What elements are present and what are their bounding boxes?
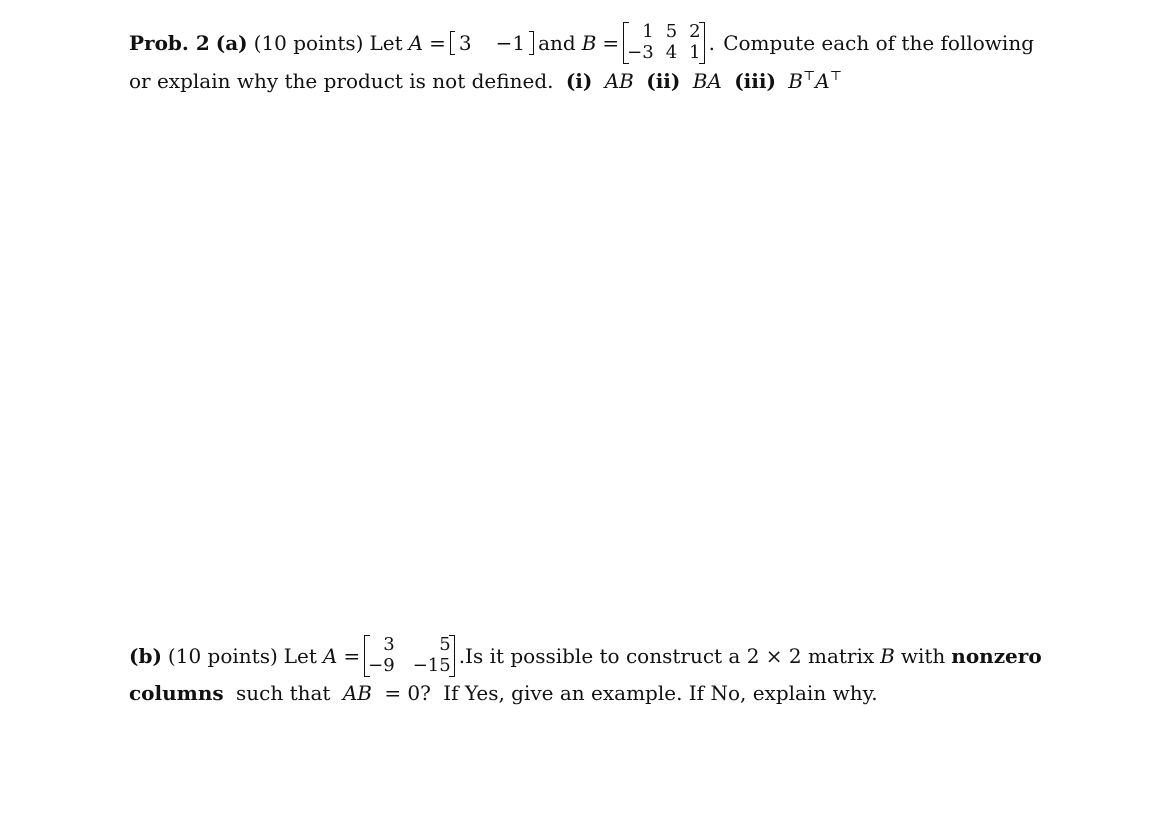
problem-2a-line-2 bbox=[129, 71, 842, 91]
problem-number: Prob. 2 bbox=[129, 31, 210, 55]
item-ii-label: (ii) bbox=[646, 69, 681, 93]
part-b-label: (b) bbox=[129, 644, 162, 668]
transpose-symbol: ⊤ bbox=[829, 69, 842, 84]
matrix-B-entry: 1 bbox=[642, 21, 654, 43]
part-a-period: . bbox=[708, 31, 715, 55]
problem-2a-lead bbox=[129, 22, 715, 64]
part-a-instruction-cont: or explain why the product is not defined. bbox=[129, 69, 554, 93]
item-iii-A: A bbox=[815, 69, 830, 93]
part-a-label: (a) bbox=[215, 31, 248, 55]
part-a-points: (10 points) bbox=[253, 31, 364, 55]
matrix-B-entry: 1 bbox=[689, 42, 701, 63]
item-iii-B: B bbox=[788, 69, 803, 93]
part-b-eq-zero: = 0? bbox=[384, 681, 431, 705]
matrix-A2-entry: 5 bbox=[439, 634, 451, 656]
part-a-var-A: A bbox=[408, 31, 424, 55]
item-iii-label: (iii) bbox=[734, 69, 776, 93]
matrix-A2-entry: −15 bbox=[412, 655, 451, 676]
matrix-B-entry: 2 bbox=[689, 21, 701, 43]
problem-2b-line-1 bbox=[129, 628, 1042, 684]
matrix-A2-entry: −9 bbox=[368, 655, 395, 676]
item-ii-expr: BA bbox=[692, 69, 722, 93]
part-b-question-start: Is it possible to construct a 2 × 2 matrix bbox=[465, 644, 875, 668]
problem-2a-line-1 bbox=[129, 18, 1034, 68]
matrix-B-entry: 4 bbox=[665, 42, 678, 63]
part-b-such-that: such that bbox=[235, 681, 331, 705]
part-b-var-B: B bbox=[880, 644, 895, 668]
part-b-let: Let bbox=[283, 644, 317, 668]
matrix-B bbox=[623, 22, 704, 64]
matrix-A-2x2 bbox=[364, 635, 455, 677]
part-b-expr-AB: AB bbox=[342, 681, 372, 705]
problem-2b-line-2 bbox=[129, 683, 878, 703]
matrix-A-entry: −1 bbox=[495, 31, 526, 55]
part-a-var-B: B bbox=[581, 31, 597, 55]
matrix-A-row-vector bbox=[450, 33, 534, 53]
part-b-columns: columns bbox=[129, 681, 224, 705]
part-b-followup: If Yes, give an example. If No, explain why. bbox=[443, 681, 878, 705]
part-a-and: and bbox=[538, 31, 576, 55]
part-a-let: Let bbox=[369, 31, 403, 55]
matrix-A2-entry: 3 bbox=[383, 634, 395, 656]
part-b-period: . bbox=[458, 644, 466, 668]
matrix-B-entry: −3 bbox=[627, 42, 654, 63]
matrix-B-entry: 5 bbox=[665, 21, 678, 43]
problem-2b-lead bbox=[129, 635, 465, 677]
transpose-symbol: ⊤ bbox=[803, 69, 816, 84]
part-b-nonzero: nonzero bbox=[951, 644, 1042, 668]
part-b-question bbox=[465, 646, 1042, 666]
part-a-instruction: Compute each of the following bbox=[723, 31, 1034, 55]
part-a-equals-2: = bbox=[602, 31, 620, 55]
part-b-equals: = bbox=[343, 644, 361, 668]
part-a-equals-1: = bbox=[429, 31, 446, 55]
part-b-points: (10 points) bbox=[167, 644, 278, 668]
item-i-label: (i) bbox=[565, 69, 593, 93]
part-b-with: with bbox=[900, 644, 946, 668]
matrix-A-entry: 3 bbox=[458, 31, 472, 55]
item-i-expr: AB bbox=[604, 69, 634, 93]
part-b-var-A: A bbox=[322, 644, 338, 668]
